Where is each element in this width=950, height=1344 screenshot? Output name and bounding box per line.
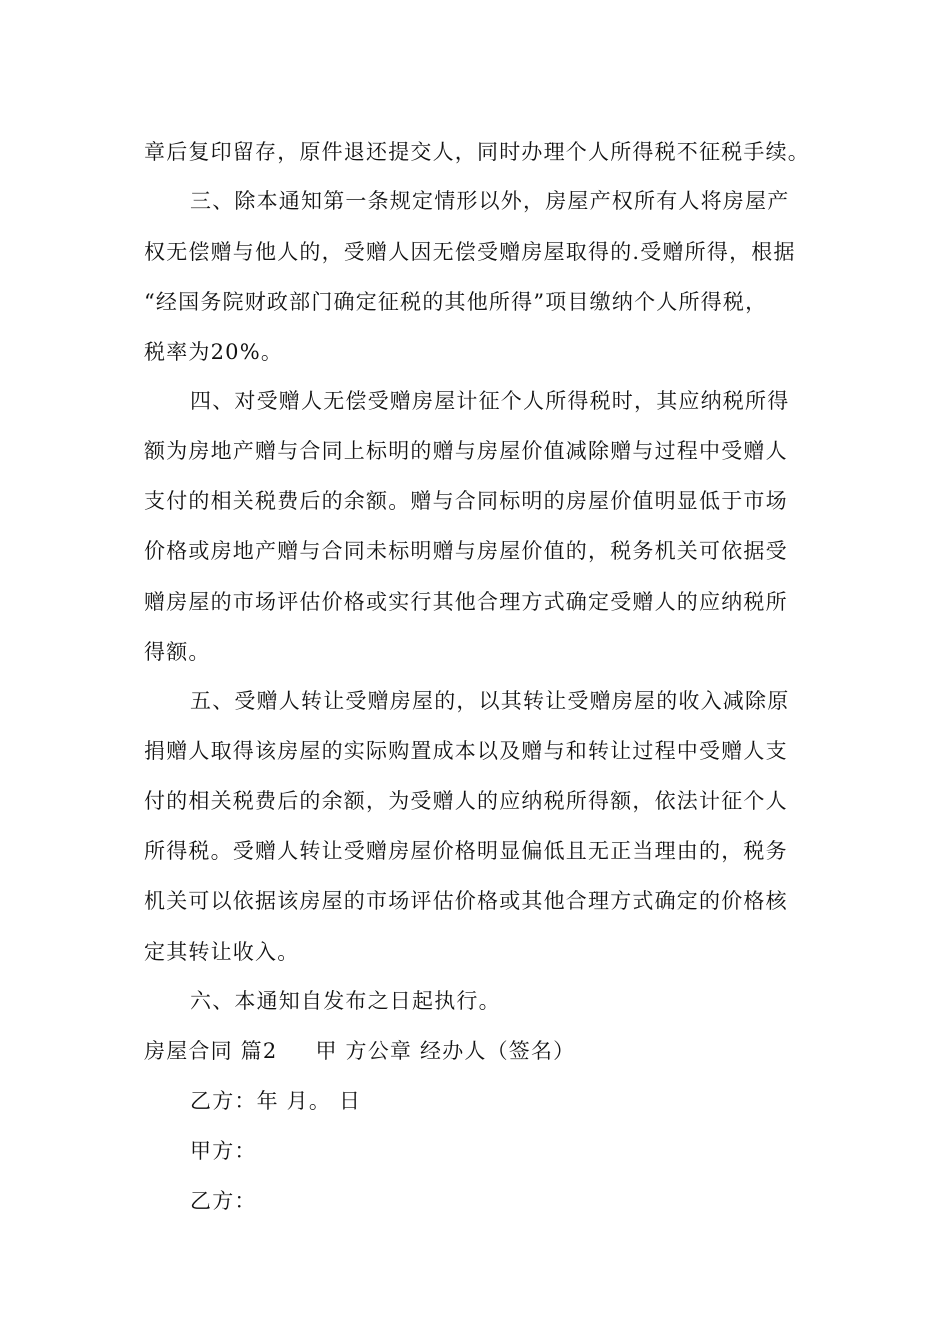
paragraph-line: 机关可以依据该房屋的市场评估价格或其他合理方式确定的价格核 <box>144 889 788 913</box>
paragraph-line: 五、受赠人转让受赠房屋的，以其转让受赠房屋的收入减除原 <box>190 689 790 713</box>
paragraph-line: 税率为20%。 <box>144 340 284 364</box>
paragraph-line: 额为房地产赠与合同上标明的赠与房屋价值减除赠与过程中受赠人 <box>144 439 788 463</box>
paragraph-line: 所得税。受赠人转让受赠房屋价格明显偏低且无正当理由的，税务 <box>144 839 788 863</box>
paragraph-line: 付的相关税费后的余额，为受赠人的应纳税所得额，依法计征个人 <box>144 789 788 813</box>
paragraph-line: 六、本通知自发布之日起执行。 <box>190 989 501 1013</box>
paragraph-line: 得额。 <box>144 640 211 664</box>
paragraph-line: 赠房屋的市场评估价格或实行其他合理方式确定受赠人的应纳税所 <box>144 590 788 614</box>
contract-header <box>144 1036 824 1066</box>
paragraph-line: “经国务院财政部门确定征税的其他所得”项目缴纳个人所得税， <box>144 290 768 314</box>
party-a-line: 甲方： <box>190 1139 257 1163</box>
party-b-line: 乙方： <box>190 1189 257 1213</box>
paragraph-line: 定其转让收入。 <box>144 940 300 964</box>
contract-title: 房屋合同 篇2 <box>144 1039 278 1063</box>
paragraph-line: 捐赠人取得该房屋的实际购置成本以及赠与和转让过程中受赠人支 <box>144 739 788 763</box>
contract-signature-line: 甲 方公章 经办人（签名） <box>315 1039 576 1063</box>
paragraph-line: 支付的相关税费后的余额。赠与合同标明的房屋价值明显低于市场 <box>144 489 788 513</box>
paragraph-line: 章后复印留存，原件退还提交人，同时办理个人所得税不征税手续。 <box>144 140 810 164</box>
paragraph-line: 价格或房地产赠与合同未标明赠与房屋价值的，税务机关可依据受 <box>144 539 788 563</box>
paragraph-line: 四、对受赠人无偿受赠房屋计征个人所得税时，其应纳税所得 <box>190 389 790 413</box>
paragraph-line: 权无偿赠与他人的，受赠人因无偿受赠房屋取得的.受赠所得，根据 <box>144 240 796 264</box>
paragraph-line: 三、除本通知第一条规定情形以外，房屋产权所有人将房屋产 <box>190 189 790 213</box>
party-b-date-line: 乙方：年 月。 日 <box>190 1089 362 1113</box>
